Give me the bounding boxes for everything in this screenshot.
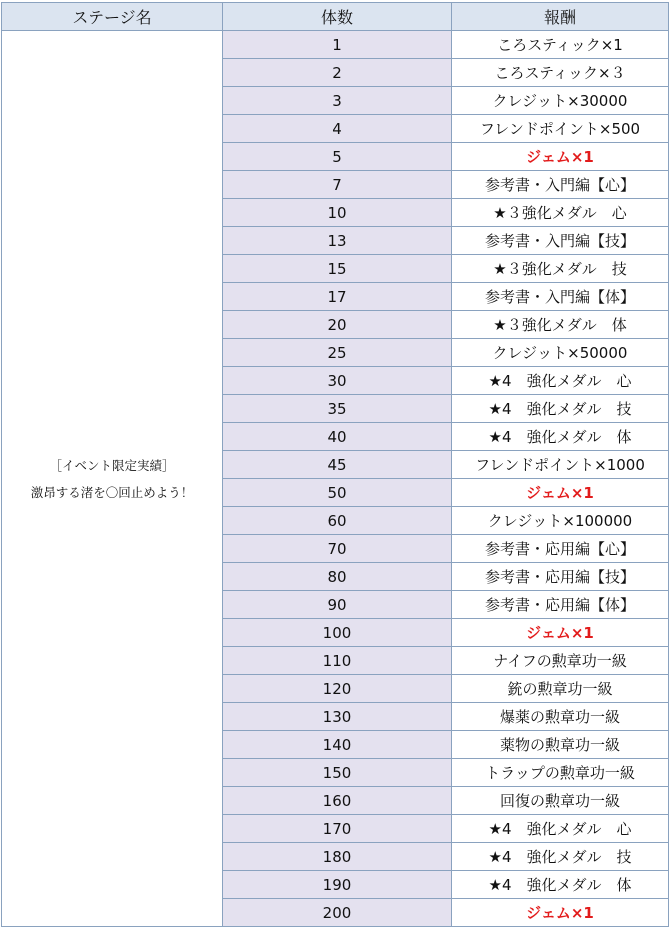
- count-cell: 190: [223, 871, 452, 899]
- count-cell: 130: [223, 703, 452, 731]
- count-cell: 160: [223, 787, 452, 815]
- reward-cell: トラップの勲章功一級: [452, 759, 669, 787]
- reward-cell: ★4 強化メダル 心: [452, 367, 669, 395]
- count-cell: 15: [223, 255, 452, 283]
- reward-cell: ジェム×1: [452, 619, 669, 647]
- count-cell: 40: [223, 423, 452, 451]
- reward-cell: フレンドポイント×500: [452, 115, 669, 143]
- reward-cell: 参考書・入門編【心】: [452, 171, 669, 199]
- count-cell: 70: [223, 535, 452, 563]
- count-cell: 3: [223, 87, 452, 115]
- count-cell: 30: [223, 367, 452, 395]
- reward-cell: ころスティック×３: [452, 59, 669, 87]
- reward-cell: ジェム×1: [452, 479, 669, 507]
- count-cell: 180: [223, 843, 452, 871]
- count-cell: 13: [223, 227, 452, 255]
- reward-cell: 回復の勲章功一級: [452, 787, 669, 815]
- reward-cell: ★３強化メダル 心: [452, 199, 669, 227]
- reward-cell: ★4 強化メダル 体: [452, 423, 669, 451]
- reward-cell: クレジット×50000: [452, 339, 669, 367]
- reward-cell: ★4 強化メダル 技: [452, 843, 669, 871]
- reward-cell: 参考書・応用編【体】: [452, 591, 669, 619]
- stage-name-header: ステージ名: [2, 3, 223, 31]
- count-cell: 17: [223, 283, 452, 311]
- count-cell: 200: [223, 899, 452, 927]
- count-cell: 20: [223, 311, 452, 339]
- count-cell: 110: [223, 647, 452, 675]
- count-cell: 90: [223, 591, 452, 619]
- count-cell: 150: [223, 759, 452, 787]
- reward-cell: 参考書・応用編【技】: [452, 563, 669, 591]
- reward-cell: ★３強化メダル 体: [452, 311, 669, 339]
- count-cell: 25: [223, 339, 452, 367]
- count-cell: 10: [223, 199, 452, 227]
- count-cell: 120: [223, 675, 452, 703]
- count-cell: 35: [223, 395, 452, 423]
- reward-cell: 参考書・応用編【心】: [452, 535, 669, 563]
- table-row: [2, 31, 669, 59]
- count-cell: 140: [223, 731, 452, 759]
- count-cell: 170: [223, 815, 452, 843]
- count-cell: 7: [223, 171, 452, 199]
- reward-cell: ジェム×1: [452, 899, 669, 927]
- count-cell: 1: [223, 31, 452, 59]
- header-row: [2, 3, 669, 31]
- count-cell: 60: [223, 507, 452, 535]
- reward-cell: クレジット×30000: [452, 87, 669, 115]
- reward-cell: ナイフの勲章功一級: [452, 647, 669, 675]
- reward-cell: ジェム×1: [452, 143, 669, 171]
- rewards-table: [1, 2, 669, 927]
- reward-cell: ★4 強化メダル 心: [452, 815, 669, 843]
- reward-cell: クレジット×100000: [452, 507, 669, 535]
- count-cell: 4: [223, 115, 452, 143]
- count-cell: 45: [223, 451, 452, 479]
- count-cell: 100: [223, 619, 452, 647]
- reward-cell: ★4 強化メダル 体: [452, 871, 669, 899]
- stage-tag: ［イベント限定実績］: [49, 457, 175, 473]
- count-cell: 5: [223, 143, 452, 171]
- reward-cell: 薬物の勲章功一級: [452, 731, 669, 759]
- stage-description: 激昂する渚を〇回止めよう！: [30, 484, 194, 500]
- reward-cell: 爆薬の勲章功一級: [452, 703, 669, 731]
- reward-header: 報酬: [452, 3, 669, 31]
- reward-cell: ころスティック×1: [452, 31, 669, 59]
- count-cell: 50: [223, 479, 452, 507]
- count-cell: 80: [223, 563, 452, 591]
- stage-name-cell: [2, 31, 223, 927]
- reward-cell: 銃の勲章功一級: [452, 675, 669, 703]
- count-cell: 2: [223, 59, 452, 87]
- reward-cell: ★３強化メダル 技: [452, 255, 669, 283]
- count-header: 体数: [223, 3, 452, 31]
- reward-cell: 参考書・入門編【技】: [452, 227, 669, 255]
- table-body: [2, 31, 669, 927]
- reward-cell: フレンドポイント×1000: [452, 451, 669, 479]
- reward-cell: 参考書・入門編【体】: [452, 283, 669, 311]
- reward-cell: ★4 強化メダル 技: [452, 395, 669, 423]
